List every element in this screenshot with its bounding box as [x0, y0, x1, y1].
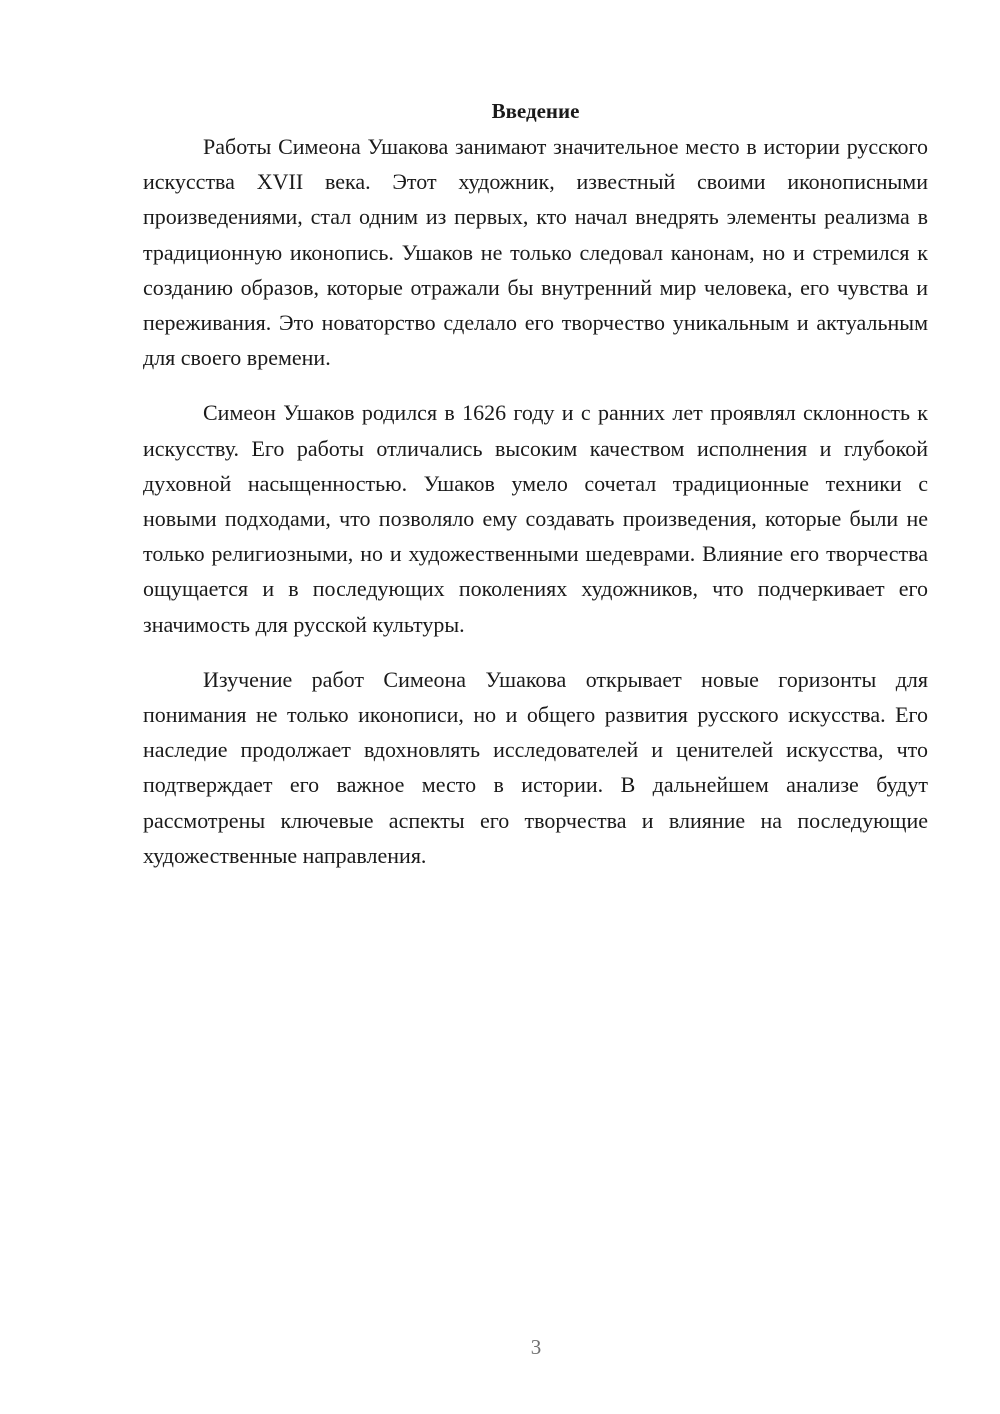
paragraph-2: Симеон Ушаков родился в 1626 году и с ранних лет проявлял склонность к искусству. Его работы отличались высоким качеством исполнения и глубокой духовной насыщенностью. Ушаков умело сочетал традиционные техники с новыми подходами, что позволяло ему создавать произведения, которые были не только религиозными, но и художественными шедеврами. Влияние его творчества ощущается и в последующих поколениях художников, что подчеркивает его значимость для русской культуры.	[143, 400, 928, 637]
paragraph-3: Изучение работ Симеона Ушакова открывает новые горизонты для понимания не только иконописи, но и общего развития русского искусства. Его наследие продолжает вдохновлять исследователей и ценителей искусства, что подтверждает его важное место в истории. В дальнейшем анализе будут рассмотрены ключевые аспекты его творчества и влияние на последующие художественные направления.	[143, 666, 928, 868]
paragraph-1: Работы Симеона Ушакова занимают значительное место в истории русского искусства XVII века. Этот художник, известный своими иконописными произведениями, стал одним из первых, кто начал внедрять элементы реализма в традиционную иконопись. Ушаков не только следовал канонам, но и стремился к созданию образов, которые отражали бы внутренний мир человека, его чувства и переживания. Это новаторство сделало его творчество уникальным и актуальным для своего времени.	[143, 134, 928, 371]
section-heading: Введение	[491, 99, 580, 123]
page-body	[143, 93, 928, 893]
page-number: 3	[530, 1335, 542, 1359]
